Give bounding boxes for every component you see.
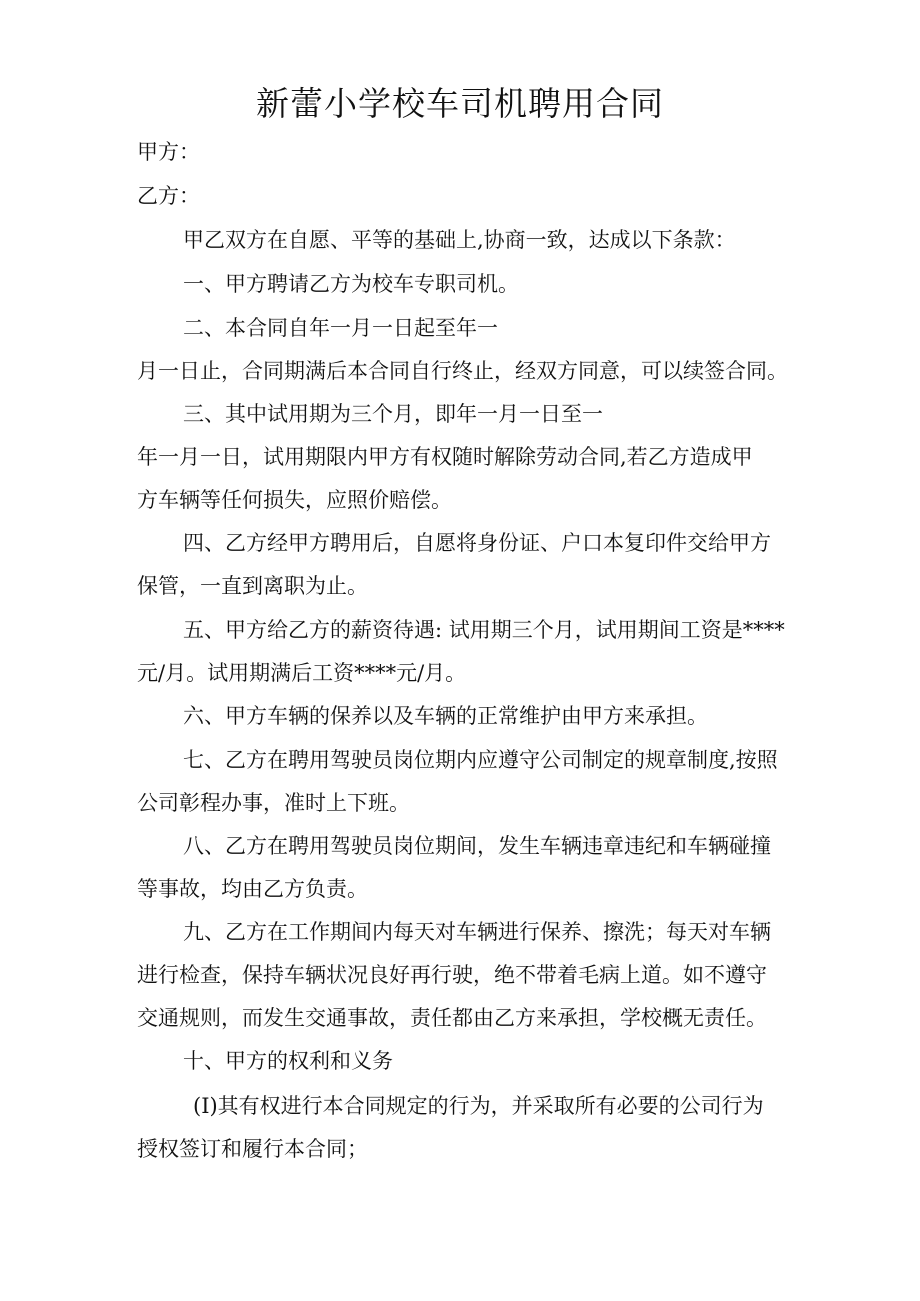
- clause-5-line-2: 元/月。试用期满后工资****元/月。: [137, 661, 467, 685]
- clause-1-line: 一、甲方聘请乙方为校车专职司机。: [183, 272, 519, 296]
- clause-5-line-1: 五、甲方给乙方的薪资待遇: 试用期三个月，试用期间工资是****: [183, 618, 785, 642]
- clause-2-line-2: 月一日止，合同期满后本合同自行终止，经双方同意，可以续签合同。: [137, 359, 788, 383]
- clause-3-line-1: 三、其中试用期为三个月，即年一月一日至一: [183, 402, 603, 426]
- clause-3-line-2: 年一月一日，试用期限内甲方有权随时解除劳动合同,若乙方造成甲: [137, 445, 753, 469]
- clause-4-line-1: 四、乙方经甲方聘用后，自愿将身份证、户口本复印件交给甲方: [183, 531, 771, 555]
- party-a-line: 甲方：: [137, 140, 200, 164]
- clause-8-line-2: 等事故，均由乙方负责。: [137, 877, 368, 901]
- clause-9-line-2: 进行检查，保持车辆状况良好再行驶，绝不带着毛病上道。如不遵守: [137, 963, 767, 987]
- clause-2-line-1: 二、本合同自年一月一日起至年一: [183, 316, 498, 340]
- clause-7-line-2: 公司彰程办事，准时上下班。: [137, 791, 410, 815]
- clause-9-line-3: 交通规则，而发生交通事故，责任都由乙方来承担，学校概无责任。: [137, 1006, 767, 1030]
- clause-8-line-1: 八、乙方在聘用驾驶员岗位期间，发生车辆违章违纪和车辆碰撞: [183, 834, 771, 858]
- clause-3-line-3: 方车辆等任何损失，应照价赔偿。: [137, 488, 452, 512]
- clause-6-line: 六、甲方车辆的保养以及车辆的正常维护由甲方来承担。: [183, 704, 708, 728]
- clause-9-line-1: 九、乙方在工作期间内每天对车辆进行保养、擦洗；每天对车辆: [183, 920, 771, 944]
- party-b-line: 乙方：: [137, 184, 200, 208]
- preamble-line: 甲乙双方在自愿、平等的基础上,协商一致，达成以下条款：: [183, 228, 736, 252]
- clause-10-heading: 十、甲方的权利和义务: [183, 1049, 393, 1073]
- clause-10-item-1-line-1: (I)其有权进行本合同规定的行为，并采取所有必要的公司行为: [193, 1094, 764, 1118]
- clause-7-line-1: 七、乙方在聘用驾驶员岗位期内应遵守公司制定的规章制度,按照: [183, 748, 778, 772]
- clause-10-item-1-line-2: 授权签订和履行本合同；: [137, 1137, 368, 1161]
- document-title: 新蕾小学校车司机聘用合同: [256, 84, 664, 123]
- clause-4-line-2: 保管，一直到离职为止。: [137, 574, 368, 598]
